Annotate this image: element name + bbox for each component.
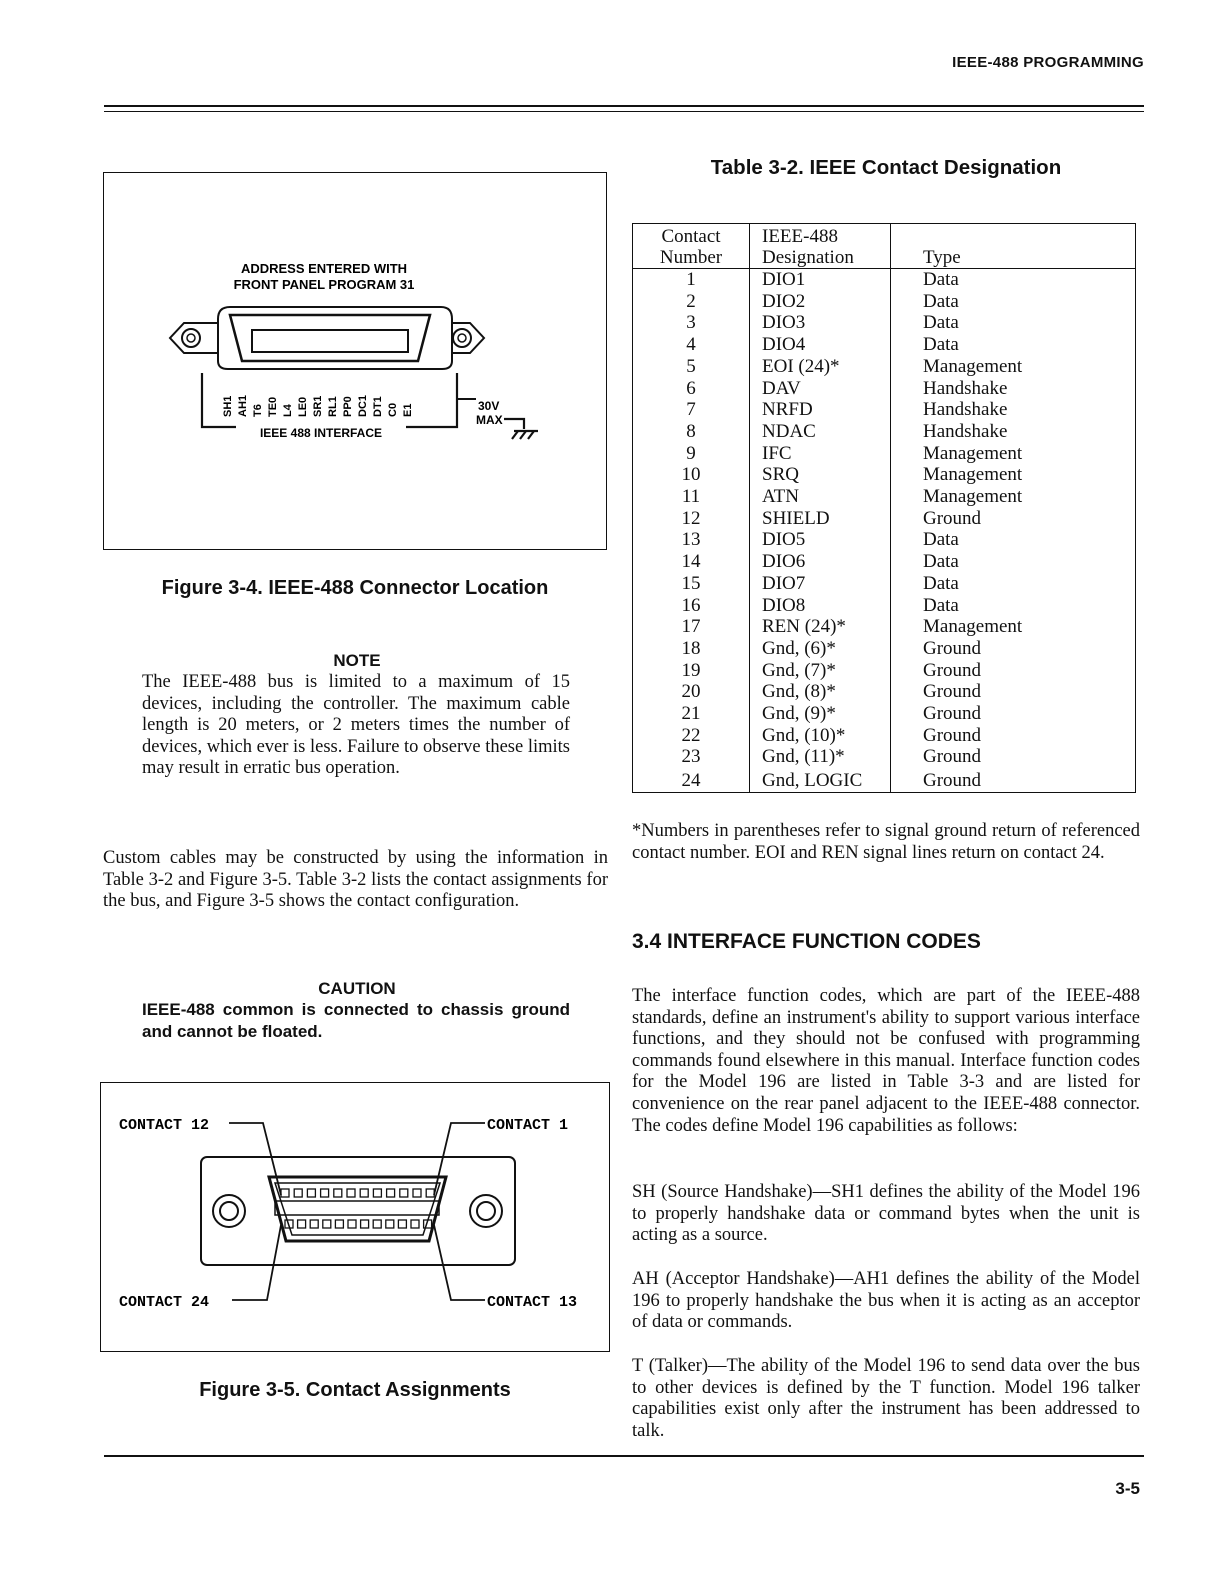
footer-rule — [104, 1455, 1144, 1457]
type-cell: Data — [891, 291, 1136, 313]
type-cell: Data — [891, 551, 1136, 573]
table-row — [633, 681, 1135, 703]
figure-3-5-box — [100, 1082, 610, 1352]
page-number: 3-5 — [1115, 1479, 1140, 1498]
type-cell: Handshake — [891, 421, 1136, 443]
interface-label: IEEE 488 INTERFACE — [259, 426, 383, 440]
type-cell: Ground — [891, 768, 1136, 792]
designation-cell: Gnd, (9)* — [750, 703, 891, 725]
type-cell: Management — [891, 486, 1136, 508]
connector-pin — [360, 1189, 368, 1197]
table-row — [633, 746, 1135, 768]
header-rule-bottom — [104, 111, 1144, 112]
contact-24-label: CONTACT 24 — [119, 1294, 210, 1311]
header-contact-line2: Number — [659, 247, 723, 268]
contact-number-cell: 20 — [681, 681, 701, 703]
contact-number-cell: 2 — [686, 290, 696, 312]
contact-number-cell: 6 — [686, 377, 696, 399]
designation-cell: NRFD — [750, 399, 891, 421]
custom-cables-paragraph: Custom cables may be constructed by using the information in Table 3-2 and Figure 3-5. Table 3-2 lists the contact assignments for the bus, and Figure 3-5 shows the contact configuration. — [103, 848, 608, 912]
contact-13-leader — [434, 1225, 485, 1300]
header-type: Type — [923, 247, 961, 268]
contact-number-cell: 5 — [686, 355, 696, 377]
contact-number-cell: 15 — [681, 572, 701, 594]
designation-cell: Gnd, (6)* — [750, 638, 891, 660]
designation-cell: DIO3 — [750, 312, 891, 334]
designation-cell: Gnd, (11)* — [750, 746, 891, 768]
connector-pin — [413, 1189, 421, 1197]
table-row — [633, 443, 1135, 465]
designation-cell: Gnd, (8)* — [750, 681, 891, 703]
pin-label: TE0 — [267, 396, 279, 417]
pin-label: T6 — [252, 404, 264, 417]
type-cell: Data — [891, 312, 1136, 334]
table-row — [633, 421, 1135, 443]
figure-3-5-caption: Figure 3-5. Contact Assignments — [199, 1379, 511, 1401]
table-row — [633, 660, 1135, 682]
table-row — [633, 573, 1135, 595]
contact-1-label: CONTACT 1 — [487, 1117, 569, 1134]
table-row — [633, 399, 1135, 421]
table-row — [633, 486, 1135, 508]
designation-cell: Gnd, (10)* — [750, 725, 891, 747]
contact-13-label: CONTACT 13 — [487, 1294, 578, 1311]
contact-number-cell: 1 — [686, 269, 696, 290]
connector-pin — [400, 1189, 408, 1197]
pin-row-top — [281, 1189, 434, 1197]
figure-3-4-caption: Figure 3-4. IEEE-488 Connector Location — [161, 577, 549, 599]
section-paragraph-1: The interface function codes, which are part of the IEEE-488 standards, define an instrument's ability to support various interface functions, and they should not be confused with programming commands found elsewhere in this manual. Interface function codes for the Model 196 are listed in Table 3-3 and are listed for convenience on the rear panel adjacent to the IEEE-488 connector. The codes define Model 196 capabilities as follows: — [632, 986, 1140, 1136]
designation-cell: DIO1 — [750, 269, 891, 291]
designation-cell: DIO6 — [750, 551, 891, 573]
mounting-screw-left-icon — [213, 1195, 245, 1227]
contact-12-leader — [229, 1123, 281, 1195]
designation-cell: ATN — [750, 486, 891, 508]
table-row — [633, 638, 1135, 660]
type-cell: Ground — [891, 703, 1136, 725]
contact-number-cell: 23 — [681, 746, 701, 768]
type-cell: Management — [891, 464, 1136, 486]
contact-12-label: CONTACT 12 — [119, 1117, 210, 1134]
contact-number-cell: 22 — [681, 724, 701, 746]
designation-cell: DIO8 — [750, 595, 891, 617]
designation-cell: DIO2 — [750, 291, 891, 313]
contact-number-cell: 4 — [686, 334, 696, 356]
connector-pin — [348, 1220, 356, 1228]
type-cell: Ground — [891, 660, 1136, 682]
ieee-connector-shell — [201, 1157, 515, 1265]
pin-row-bottom — [285, 1220, 432, 1228]
note-text: The IEEE-488 bus is limited to a maximum of 15 devices, including the controller. The maximum cable length is 20 meters, or 2 meters times the number of devices, which ever is less. Failure to observe these limits may result in erratic bus operation. — [142, 672, 570, 779]
type-cell: Data — [891, 573, 1136, 595]
pin-label: C0 — [387, 402, 399, 417]
running-header: IEEE-488 PROGRAMMING — [952, 54, 1144, 71]
type-cell: Management — [891, 443, 1136, 465]
pin-label: SH1 — [222, 395, 234, 417]
type-cell: Data — [891, 595, 1136, 617]
header-contact-line1: Contact — [661, 226, 721, 247]
caution-heading: CAUTION — [318, 979, 396, 998]
contact-number-cell: 9 — [686, 442, 696, 464]
table-row — [633, 356, 1135, 378]
table-3-2-title: Table 3-2. IEEE Contact Designation — [710, 156, 1062, 179]
pin-label: DT1 — [372, 396, 384, 417]
header-rule-top — [104, 105, 1144, 107]
designation-cell: EOI (24)* — [750, 356, 891, 378]
contact-number-cell: 7 — [686, 399, 696, 421]
connector-pin — [373, 1220, 381, 1228]
section-3-4-title: 3.4 INTERFACE FUNCTION CODES — [632, 930, 981, 953]
contact-number-cell: 19 — [681, 659, 701, 681]
designation-cell: IFC — [750, 443, 891, 465]
type-cell: Data — [891, 334, 1136, 356]
voltage-label-line2: MAX — [476, 413, 503, 427]
table-footnote: *Numbers in parentheses refer to signal ground return of referenced contact number. EOI and REN signal lines return on contact 24. — [632, 821, 1140, 863]
contact-assignments-diagram — [101, 1083, 608, 1350]
table-row — [633, 768, 1135, 792]
connector-pin — [361, 1220, 369, 1228]
type-cell: Handshake — [891, 378, 1136, 400]
contact-number-cell: 16 — [681, 594, 701, 616]
pin-function-labels — [222, 395, 414, 417]
table-row — [633, 595, 1135, 617]
section-paragraph-2: SH (Source Handshake)—SH1 defines the ability of the Model 196 to properly handshake data or command bytes when the unit is acting as a source. — [632, 1182, 1140, 1246]
contact-1-leader — [434, 1123, 485, 1195]
connector-location-diagram — [104, 173, 605, 548]
type-cell: Ground — [891, 725, 1136, 747]
designation-cell: DIO4 — [750, 334, 891, 356]
contact-number-cell: 12 — [681, 507, 701, 529]
connector-shell — [170, 307, 484, 369]
type-cell: Data — [891, 529, 1136, 551]
contact-number-cell: 11 — [681, 486, 701, 508]
type-cell: Ground — [891, 681, 1136, 703]
table-row — [633, 551, 1135, 573]
designation-cell: SHIELD — [750, 508, 891, 530]
table-row — [633, 508, 1135, 530]
contact-number-cell: 14 — [681, 551, 701, 573]
contact-number-cell: 10 — [681, 464, 701, 486]
designation-cell: Gnd, (7)* — [750, 660, 891, 682]
type-cell: Data — [891, 269, 1136, 291]
mounting-screw-right-icon — [453, 329, 471, 347]
designation-cell: NDAC — [750, 421, 891, 443]
caution-text: IEEE-488 common is connected to chassis ground and cannot be floated. — [142, 1000, 570, 1041]
pin-label: LE0 — [297, 396, 309, 417]
table-body — [633, 269, 1135, 793]
connector-pin — [398, 1220, 406, 1228]
voltage-label-line1: 30V — [478, 399, 500, 413]
connector-pin — [281, 1189, 289, 1197]
table-row — [633, 269, 1135, 291]
contact-number-cell: 21 — [681, 703, 701, 725]
connector-pin — [387, 1189, 395, 1197]
pin-label: RL1 — [327, 396, 339, 417]
header-ieee-line1: IEEE-488 — [762, 226, 838, 247]
connector-pin — [426, 1189, 434, 1197]
contact-number-cell: 24 — [681, 770, 701, 792]
contact-designation-table — [632, 223, 1136, 793]
connector-pin — [347, 1189, 355, 1197]
designation-cell: DAV — [750, 378, 891, 400]
pin-label: DC1 — [357, 394, 369, 417]
table-row — [633, 378, 1135, 400]
table-row — [633, 703, 1135, 725]
connector-pin — [298, 1220, 306, 1228]
header-ieee-line2: Designation — [762, 247, 854, 268]
designation-cell: Gnd, LOGIC — [750, 768, 891, 792]
pin-label: E1 — [402, 403, 414, 417]
table-row — [633, 616, 1135, 638]
designation-cell: DIO7 — [750, 573, 891, 595]
type-cell: Ground — [891, 508, 1136, 530]
connector-pin — [310, 1220, 318, 1228]
contact-24-leader — [232, 1225, 281, 1300]
pin-label: L4 — [282, 404, 294, 417]
type-cell: Ground — [891, 746, 1136, 768]
type-cell: Management — [891, 616, 1136, 638]
mounting-screw-left-icon — [182, 329, 200, 347]
designation-cell: REN (24)* — [750, 616, 891, 638]
figure-3-4-box — [103, 172, 607, 550]
connector-pin — [411, 1220, 419, 1228]
table-row — [633, 291, 1135, 313]
contact-number-cell: 3 — [686, 312, 696, 334]
contact-number-cell: 17 — [681, 616, 701, 638]
figure-label-line1: ADDRESS ENTERED WITH — [240, 261, 408, 276]
type-cell: Ground — [891, 638, 1136, 660]
connector-pin — [307, 1189, 315, 1197]
contact-number-cell: 18 — [681, 637, 701, 659]
contact-number-cell: 8 — [686, 420, 696, 442]
interface-bracket-right — [406, 373, 457, 427]
connector-pin — [335, 1220, 343, 1228]
connector-pin — [373, 1189, 381, 1197]
table-row — [633, 725, 1135, 747]
type-cell: Management — [891, 356, 1136, 378]
connector-pin — [334, 1189, 342, 1197]
table-row — [633, 334, 1135, 356]
pin-label: SR1 — [312, 395, 324, 417]
figure-label-line2: FRONT PANEL PROGRAM 31 — [233, 277, 415, 292]
table-row — [633, 464, 1135, 486]
section-paragraph-3: AH (Acceptor Handshake)—AH1 defines the ability of the Model 196 to properly handshake the bus when it is acting as an acceptor of data or commands. — [632, 1269, 1140, 1333]
connector-pin — [321, 1189, 329, 1197]
connector-pin — [323, 1220, 331, 1228]
pin-label: AH1 — [237, 394, 249, 417]
designation-cell: DIO5 — [750, 529, 891, 551]
table-row — [633, 529, 1135, 551]
connector-pin — [386, 1220, 394, 1228]
section-paragraph-4: T (Talker)—The ability of the Model 196 to send data over the bus to other devices is defined by the T function. Model 196 talker capabilities exist only after the instrument has been addressed to talk. — [632, 1356, 1140, 1441]
connector-pin — [294, 1189, 302, 1197]
pin-label: PP0 — [342, 396, 354, 417]
table-row — [633, 312, 1135, 334]
mounting-screw-right-icon — [470, 1195, 502, 1227]
contact-number-cell: 13 — [681, 529, 701, 551]
chassis-ground-icon — [504, 419, 538, 439]
type-cell: Handshake — [891, 399, 1136, 421]
note-heading: NOTE — [333, 651, 381, 670]
designation-cell: SRQ — [750, 464, 891, 486]
